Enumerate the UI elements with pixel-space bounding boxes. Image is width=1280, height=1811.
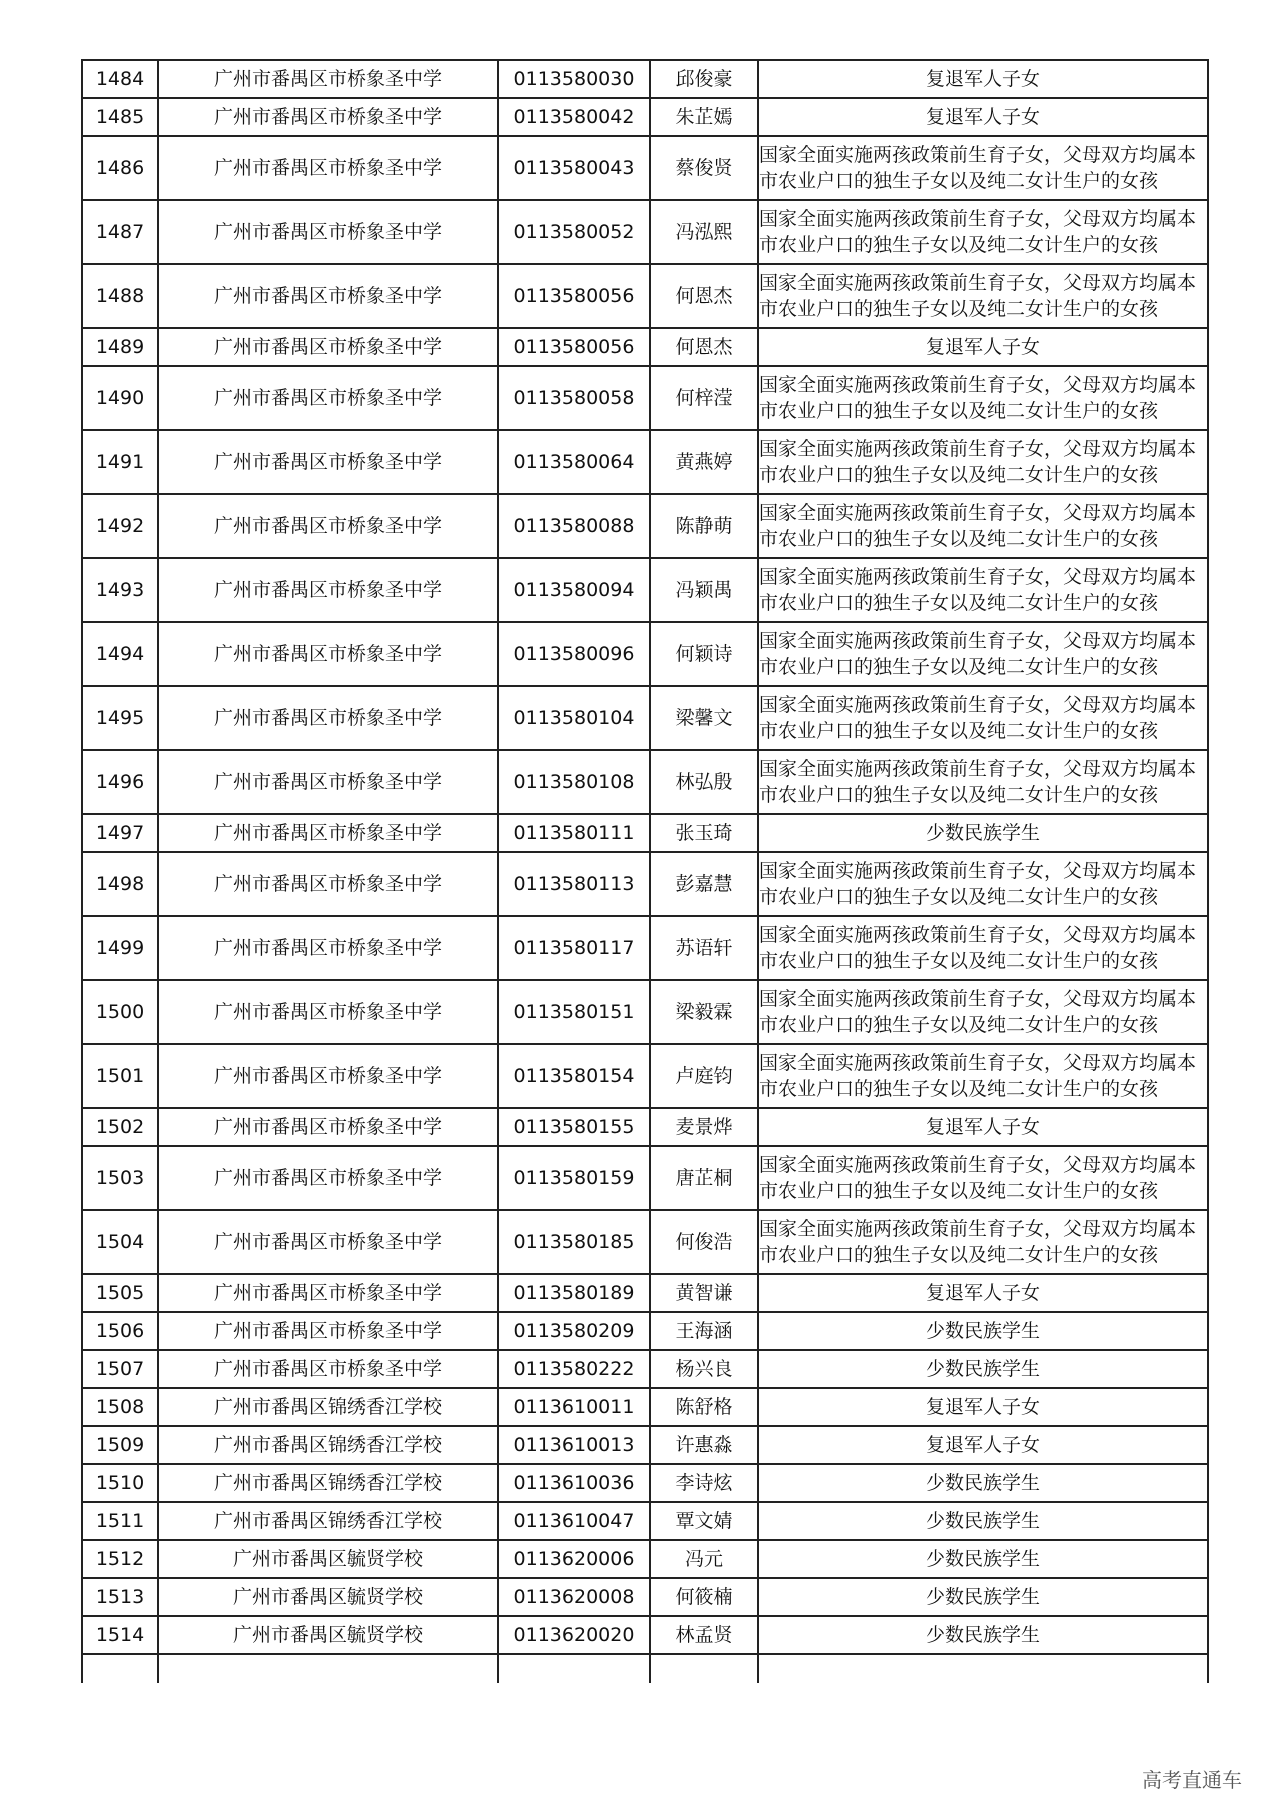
category-cell: 国家全面实施两孩政策前生育子女，父母双方均属本市农业户口的独生子女以及纯二女计生户的女孩 [758, 1210, 1208, 1274]
student-name-cell: 何恩杰 [650, 264, 758, 328]
table-row [82, 136, 1208, 200]
category-cell: 少数民族学生 [758, 1540, 1208, 1578]
category-cell: 少数民族学生 [758, 1502, 1208, 1540]
student-name-cell: 林孟贤 [650, 1616, 758, 1654]
table-row [82, 558, 1208, 622]
table-row [82, 1312, 1208, 1350]
school-cell: 广州市番禺区锦绣香江学校 [158, 1426, 498, 1464]
exam-id-cell: 0113610013 [498, 1426, 650, 1464]
category-cell: 国家全面实施两孩政策前生育子女，父母双方均属本市农业户口的独生子女以及纯二女计生户的女孩 [758, 1044, 1208, 1108]
exam-id-cell: 0113580056 [498, 264, 650, 328]
table-row [82, 1388, 1208, 1426]
school-cell: 广州市番禺区市桥象圣中学 [158, 686, 498, 750]
student-name-cell: 覃文婧 [650, 1502, 758, 1540]
table-row [82, 60, 1208, 98]
row-number-cell: 1484 [82, 60, 158, 98]
exam-id-cell: 0113580209 [498, 1312, 650, 1350]
school-cell: 广州市番禺区市桥象圣中学 [158, 1350, 498, 1388]
table-row [82, 200, 1208, 264]
category-cell: 复退军人子女 [758, 1388, 1208, 1426]
school-cell: 广州市番禺区市桥象圣中学 [158, 430, 498, 494]
row-number-cell: 1499 [82, 916, 158, 980]
row-number-cell: 1508 [82, 1388, 158, 1426]
exam-id-cell: 0113580155 [498, 1108, 650, 1146]
row-number-cell: 1489 [82, 328, 158, 366]
category-cell: 国家全面实施两孩政策前生育子女，父母双方均属本市农业户口的独生子女以及纯二女计生户的女孩 [758, 366, 1208, 430]
school-cell: 广州市番禺区市桥象圣中学 [158, 200, 498, 264]
table-row [82, 1540, 1208, 1578]
exam-id-cell: 0113580189 [498, 1274, 650, 1312]
student-name-cell: 许惠淼 [650, 1426, 758, 1464]
exam-id-cell: 0113580104 [498, 686, 650, 750]
table-row [82, 1502, 1208, 1540]
school-cell: 广州市番禺区市桥象圣中学 [158, 1210, 498, 1274]
exam-id-cell: 0113580088 [498, 494, 650, 558]
table-row [82, 1464, 1208, 1502]
empty-cell [650, 1654, 758, 1683]
school-cell: 广州市番禺区市桥象圣中学 [158, 916, 498, 980]
table-row [82, 980, 1208, 1044]
table-row [82, 1210, 1208, 1274]
category-cell: 国家全面实施两孩政策前生育子女，父母双方均属本市农业户口的独生子女以及纯二女计生户的女孩 [758, 916, 1208, 980]
student-name-cell: 梁馨文 [650, 686, 758, 750]
student-name-cell: 冯颖禺 [650, 558, 758, 622]
row-number-cell: 1500 [82, 980, 158, 1044]
row-number-cell: 1493 [82, 558, 158, 622]
student-name-cell: 唐芷桐 [650, 1146, 758, 1210]
table-row [82, 916, 1208, 980]
school-cell: 广州市番禺区市桥象圣中学 [158, 622, 498, 686]
row-number-cell: 1503 [82, 1146, 158, 1210]
student-name-cell: 黄智谦 [650, 1274, 758, 1312]
exam-id-cell: 0113620020 [498, 1616, 650, 1654]
category-cell: 复退军人子女 [758, 328, 1208, 366]
table-row [82, 1578, 1208, 1616]
student-name-cell: 何颖诗 [650, 622, 758, 686]
school-cell: 广州市番禺区市桥象圣中学 [158, 136, 498, 200]
student-name-cell: 苏语轩 [650, 916, 758, 980]
watermark-text: 高考直通车 [1142, 1768, 1242, 1792]
student-name-cell: 陈静萌 [650, 494, 758, 558]
school-cell: 广州市番禺区市桥象圣中学 [158, 264, 498, 328]
school-cell: 广州市番禺区市桥象圣中学 [158, 1108, 498, 1146]
student-name-cell: 何恩杰 [650, 328, 758, 366]
row-number-cell: 1514 [82, 1616, 158, 1654]
category-cell: 国家全面实施两孩政策前生育子女，父母双方均属本市农业户口的独生子女以及纯二女计生户的女孩 [758, 1146, 1208, 1210]
empty-cell [498, 1654, 650, 1683]
exam-id-cell: 0113580096 [498, 622, 650, 686]
table-row [82, 1426, 1208, 1464]
table-row [82, 750, 1208, 814]
roster-table [81, 59, 1209, 1683]
school-cell: 广州市番禺区市桥象圣中学 [158, 98, 498, 136]
empty-cell [758, 1654, 1208, 1683]
exam-id-cell: 0113610036 [498, 1464, 650, 1502]
school-cell: 广州市番禺区锦绣香江学校 [158, 1388, 498, 1426]
school-cell: 广州市番禺区市桥象圣中学 [158, 60, 498, 98]
table-row [82, 814, 1208, 852]
roster-sheet [81, 59, 1207, 1683]
table-row [82, 98, 1208, 136]
school-cell: 广州市番禺区市桥象圣中学 [158, 1274, 498, 1312]
roster-body [82, 60, 1208, 1683]
student-name-cell: 何筱楠 [650, 1578, 758, 1616]
row-number-cell: 1513 [82, 1578, 158, 1616]
category-cell: 国家全面实施两孩政策前生育子女，父母双方均属本市农业户口的独生子女以及纯二女计生户的女孩 [758, 136, 1208, 200]
category-cell: 国家全面实施两孩政策前生育子女，父母双方均属本市农业户口的独生子女以及纯二女计生户的女孩 [758, 200, 1208, 264]
row-number-cell: 1511 [82, 1502, 158, 1540]
school-cell: 广州市番禺区市桥象圣中学 [158, 494, 498, 558]
category-cell: 少数民族学生 [758, 1350, 1208, 1388]
exam-id-cell: 0113580043 [498, 136, 650, 200]
empty-cell [158, 1654, 498, 1683]
table-row [82, 366, 1208, 430]
row-number-cell: 1501 [82, 1044, 158, 1108]
category-cell: 国家全面实施两孩政策前生育子女，父母双方均属本市农业户口的独生子女以及纯二女计生户的女孩 [758, 622, 1208, 686]
table-row [82, 494, 1208, 558]
category-cell: 国家全面实施两孩政策前生育子女，父母双方均属本市农业户口的独生子女以及纯二女计生户的女孩 [758, 264, 1208, 328]
row-number-cell: 1485 [82, 98, 158, 136]
category-cell: 国家全面实施两孩政策前生育子女，父母双方均属本市农业户口的独生子女以及纯二女计生户的女孩 [758, 430, 1208, 494]
category-cell: 复退军人子女 [758, 60, 1208, 98]
student-name-cell: 张玉琦 [650, 814, 758, 852]
school-cell: 广州市番禺区市桥象圣中学 [158, 750, 498, 814]
student-name-cell: 彭嘉慧 [650, 852, 758, 916]
table-row [82, 686, 1208, 750]
exam-id-cell: 0113580185 [498, 1210, 650, 1274]
exam-id-cell: 0113580056 [498, 328, 650, 366]
table-row-empty [82, 1654, 1208, 1683]
category-cell: 少数民族学生 [758, 1464, 1208, 1502]
row-number-cell: 1487 [82, 200, 158, 264]
row-number-cell: 1512 [82, 1540, 158, 1578]
exam-id-cell: 0113580052 [498, 200, 650, 264]
student-name-cell: 何俊浩 [650, 1210, 758, 1274]
table-row [82, 852, 1208, 916]
school-cell: 广州市番禺区市桥象圣中学 [158, 366, 498, 430]
exam-id-cell: 0113580042 [498, 98, 650, 136]
row-number-cell: 1507 [82, 1350, 158, 1388]
exam-id-cell: 0113580117 [498, 916, 650, 980]
student-name-cell: 朱芷嫣 [650, 98, 758, 136]
category-cell: 国家全面实施两孩政策前生育子女，父母双方均属本市农业户口的独生子女以及纯二女计生户的女孩 [758, 852, 1208, 916]
exam-id-cell: 0113580058 [498, 366, 650, 430]
category-cell: 国家全面实施两孩政策前生育子女，父母双方均属本市农业户口的独生子女以及纯二女计生户的女孩 [758, 750, 1208, 814]
exam-id-cell: 0113610047 [498, 1502, 650, 1540]
school-cell: 广州市番禺区市桥象圣中学 [158, 1146, 498, 1210]
exam-id-cell: 0113610011 [498, 1388, 650, 1426]
row-number-cell: 1502 [82, 1108, 158, 1146]
school-cell: 广州市番禺区毓贤学校 [158, 1616, 498, 1654]
row-number-cell: 1494 [82, 622, 158, 686]
category-cell: 国家全面实施两孩政策前生育子女，父母双方均属本市农业户口的独生子女以及纯二女计生户的女孩 [758, 494, 1208, 558]
student-name-cell: 邱俊豪 [650, 60, 758, 98]
category-cell: 少数民族学生 [758, 1616, 1208, 1654]
row-number-cell: 1488 [82, 264, 158, 328]
category-cell: 复退军人子女 [758, 1108, 1208, 1146]
school-cell: 广州市番禺区毓贤学校 [158, 1540, 498, 1578]
category-cell: 国家全面实施两孩政策前生育子女，父母双方均属本市农业户口的独生子女以及纯二女计生户的女孩 [758, 558, 1208, 622]
student-name-cell: 黄燕婷 [650, 430, 758, 494]
exam-id-cell: 0113580151 [498, 980, 650, 1044]
row-number-cell: 1497 [82, 814, 158, 852]
empty-cell [82, 1654, 158, 1683]
exam-id-cell: 0113580222 [498, 1350, 650, 1388]
student-name-cell: 陈舒格 [650, 1388, 758, 1426]
category-cell: 少数民族学生 [758, 814, 1208, 852]
table-row [82, 328, 1208, 366]
student-name-cell: 麦景烨 [650, 1108, 758, 1146]
row-number-cell: 1496 [82, 750, 158, 814]
school-cell: 广州市番禺区市桥象圣中学 [158, 328, 498, 366]
row-number-cell: 1491 [82, 430, 158, 494]
category-cell: 复退军人子女 [758, 1274, 1208, 1312]
table-row [82, 1274, 1208, 1312]
table-row [82, 1616, 1208, 1654]
row-number-cell: 1486 [82, 136, 158, 200]
student-name-cell: 梁毅霖 [650, 980, 758, 1044]
student-name-cell: 蔡俊贤 [650, 136, 758, 200]
school-cell: 广州市番禺区毓贤学校 [158, 1578, 498, 1616]
table-row [82, 1044, 1208, 1108]
table-row [82, 430, 1208, 494]
school-cell: 广州市番禺区锦绣香江学校 [158, 1502, 498, 1540]
category-cell: 复退军人子女 [758, 98, 1208, 136]
exam-id-cell: 0113580154 [498, 1044, 650, 1108]
table-row [82, 1146, 1208, 1210]
row-number-cell: 1509 [82, 1426, 158, 1464]
student-name-cell: 冯泓熙 [650, 200, 758, 264]
row-number-cell: 1506 [82, 1312, 158, 1350]
category-cell: 国家全面实施两孩政策前生育子女，父母双方均属本市农业户口的独生子女以及纯二女计生户的女孩 [758, 980, 1208, 1044]
student-name-cell: 李诗炫 [650, 1464, 758, 1502]
exam-id-cell: 0113580113 [498, 852, 650, 916]
row-number-cell: 1505 [82, 1274, 158, 1312]
school-cell: 广州市番禺区市桥象圣中学 [158, 1312, 498, 1350]
school-cell: 广州市番禺区市桥象圣中学 [158, 980, 498, 1044]
exam-id-cell: 0113580030 [498, 60, 650, 98]
category-cell: 国家全面实施两孩政策前生育子女，父母双方均属本市农业户口的独生子女以及纯二女计生户的女孩 [758, 686, 1208, 750]
row-number-cell: 1510 [82, 1464, 158, 1502]
school-cell: 广州市番禺区市桥象圣中学 [158, 558, 498, 622]
table-row [82, 1108, 1208, 1146]
school-cell: 广州市番禺区市桥象圣中学 [158, 1044, 498, 1108]
exam-id-cell: 0113580064 [498, 430, 650, 494]
exam-id-cell: 0113580111 [498, 814, 650, 852]
table-row [82, 1350, 1208, 1388]
exam-id-cell: 0113580108 [498, 750, 650, 814]
student-name-cell: 卢庭钧 [650, 1044, 758, 1108]
category-cell: 少数民族学生 [758, 1312, 1208, 1350]
exam-id-cell: 0113580159 [498, 1146, 650, 1210]
row-number-cell: 1490 [82, 366, 158, 430]
table-row [82, 622, 1208, 686]
category-cell: 复退军人子女 [758, 1426, 1208, 1464]
school-cell: 广州市番禺区锦绣香江学校 [158, 1464, 498, 1502]
exam-id-cell: 0113580094 [498, 558, 650, 622]
row-number-cell: 1492 [82, 494, 158, 558]
student-name-cell: 杨兴良 [650, 1350, 758, 1388]
student-name-cell: 冯元 [650, 1540, 758, 1578]
exam-id-cell: 0113620006 [498, 1540, 650, 1578]
student-name-cell: 林弘殷 [650, 750, 758, 814]
school-cell: 广州市番禺区市桥象圣中学 [158, 814, 498, 852]
student-name-cell: 王海涵 [650, 1312, 758, 1350]
row-number-cell: 1498 [82, 852, 158, 916]
student-name-cell: 何梓滢 [650, 366, 758, 430]
school-cell: 广州市番禺区市桥象圣中学 [158, 852, 498, 916]
row-number-cell: 1504 [82, 1210, 158, 1274]
table-row [82, 264, 1208, 328]
row-number-cell: 1495 [82, 686, 158, 750]
exam-id-cell: 0113620008 [498, 1578, 650, 1616]
category-cell: 少数民族学生 [758, 1578, 1208, 1616]
